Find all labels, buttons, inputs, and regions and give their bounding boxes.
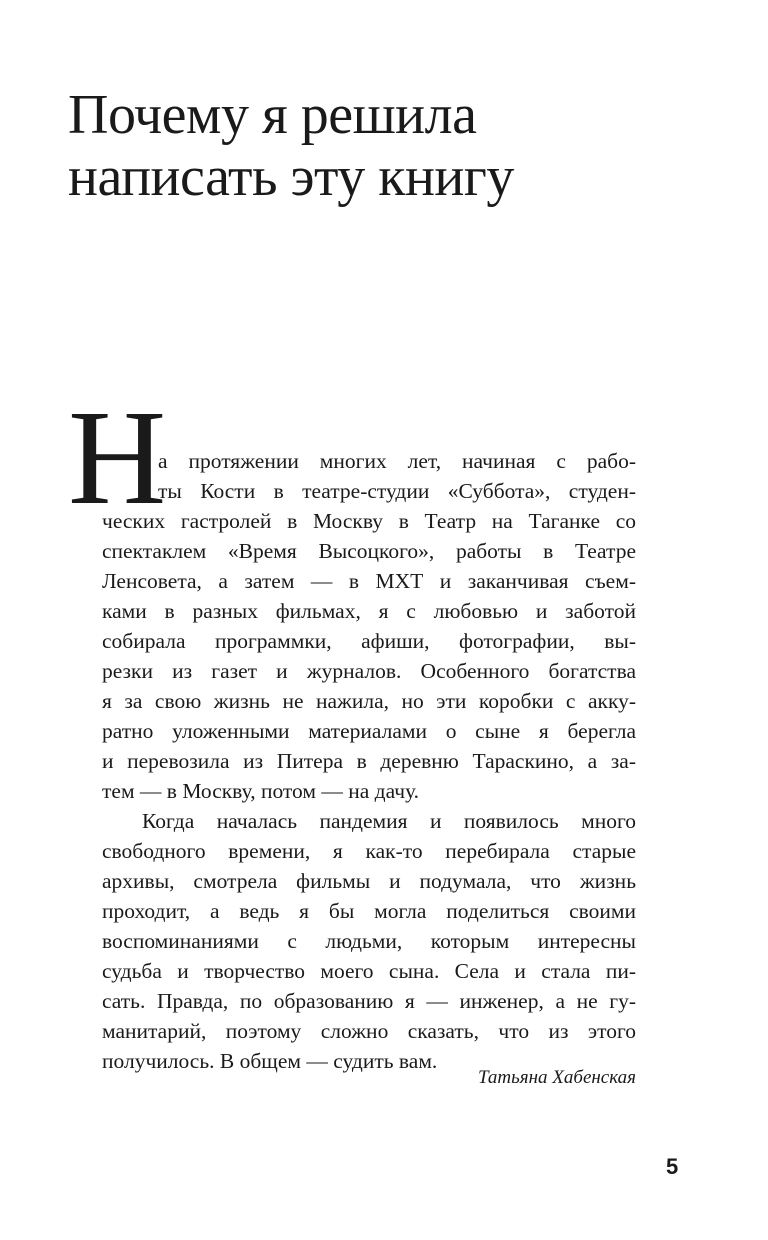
text-line: ческих гастролей в Москву в Театр на Таганке со [102, 509, 636, 533]
text-line: собирала программки, афиши, фотографии, вы- [102, 629, 636, 653]
text-line: ты Кости в театре-студии «Суббота», студен- [158, 479, 636, 503]
text-line: воспоминаниями с людьми, которым интересны [102, 929, 636, 953]
text-line: резки из газет и журналов. Особенного богатства [102, 659, 636, 683]
text-line: проходит, а ведь я бы могла поделиться своими [102, 899, 636, 923]
text-line: тем — в Москву, потом — на дачу. [102, 779, 420, 803]
author-signature: Татьяна Хабенская [478, 1067, 636, 1088]
chapter-title-line-2: написать эту книгу [68, 146, 514, 208]
text-line: получилось. В общем — судить вам. [102, 1049, 438, 1073]
text-line: а протяжении многих лет, начиная с рабо- [158, 449, 636, 473]
drop-cap-letter: Н [68, 383, 167, 533]
text-line: Когда началась пандемия и появилось много [142, 809, 636, 833]
text-line: я за свою жизнь не нажила, но эти коробки с акку- [102, 689, 636, 713]
paragraph-1 [102, 446, 636, 806]
body-text [102, 446, 636, 1076]
text-line: сать. Правда, по образованию я — инженер, а не гу- [102, 989, 636, 1013]
chapter-title [68, 84, 688, 208]
text-line: ратно уложенными материалами о сыне я берегла [102, 719, 636, 743]
paragraph-2 [102, 806, 636, 1076]
text-line: судьба и творчество моего сына. Села и стала пи- [102, 959, 636, 983]
chapter-title-line-1: Почему я решила [68, 84, 477, 146]
text-line: спектаклем «Время Высоцкого», работы в Театре [102, 539, 636, 563]
page-number: 5 [666, 1154, 679, 1179]
text-line: манитарий, поэтому сложно сказать, что из этого [102, 1019, 636, 1043]
text-line: и перевозила из Питера в деревню Тараскино, а за- [102, 749, 636, 773]
text-line: Ленсовета, а затем — в МХТ и заканчивая съем- [102, 569, 636, 593]
text-line: ками в разных фильмах, я с любовью и заботой [102, 599, 636, 623]
text-line: свободного времени, я как-то перебирала старые [102, 839, 636, 863]
text-line: архивы, смотрела фильмы и подумала, что жизнь [102, 869, 636, 893]
